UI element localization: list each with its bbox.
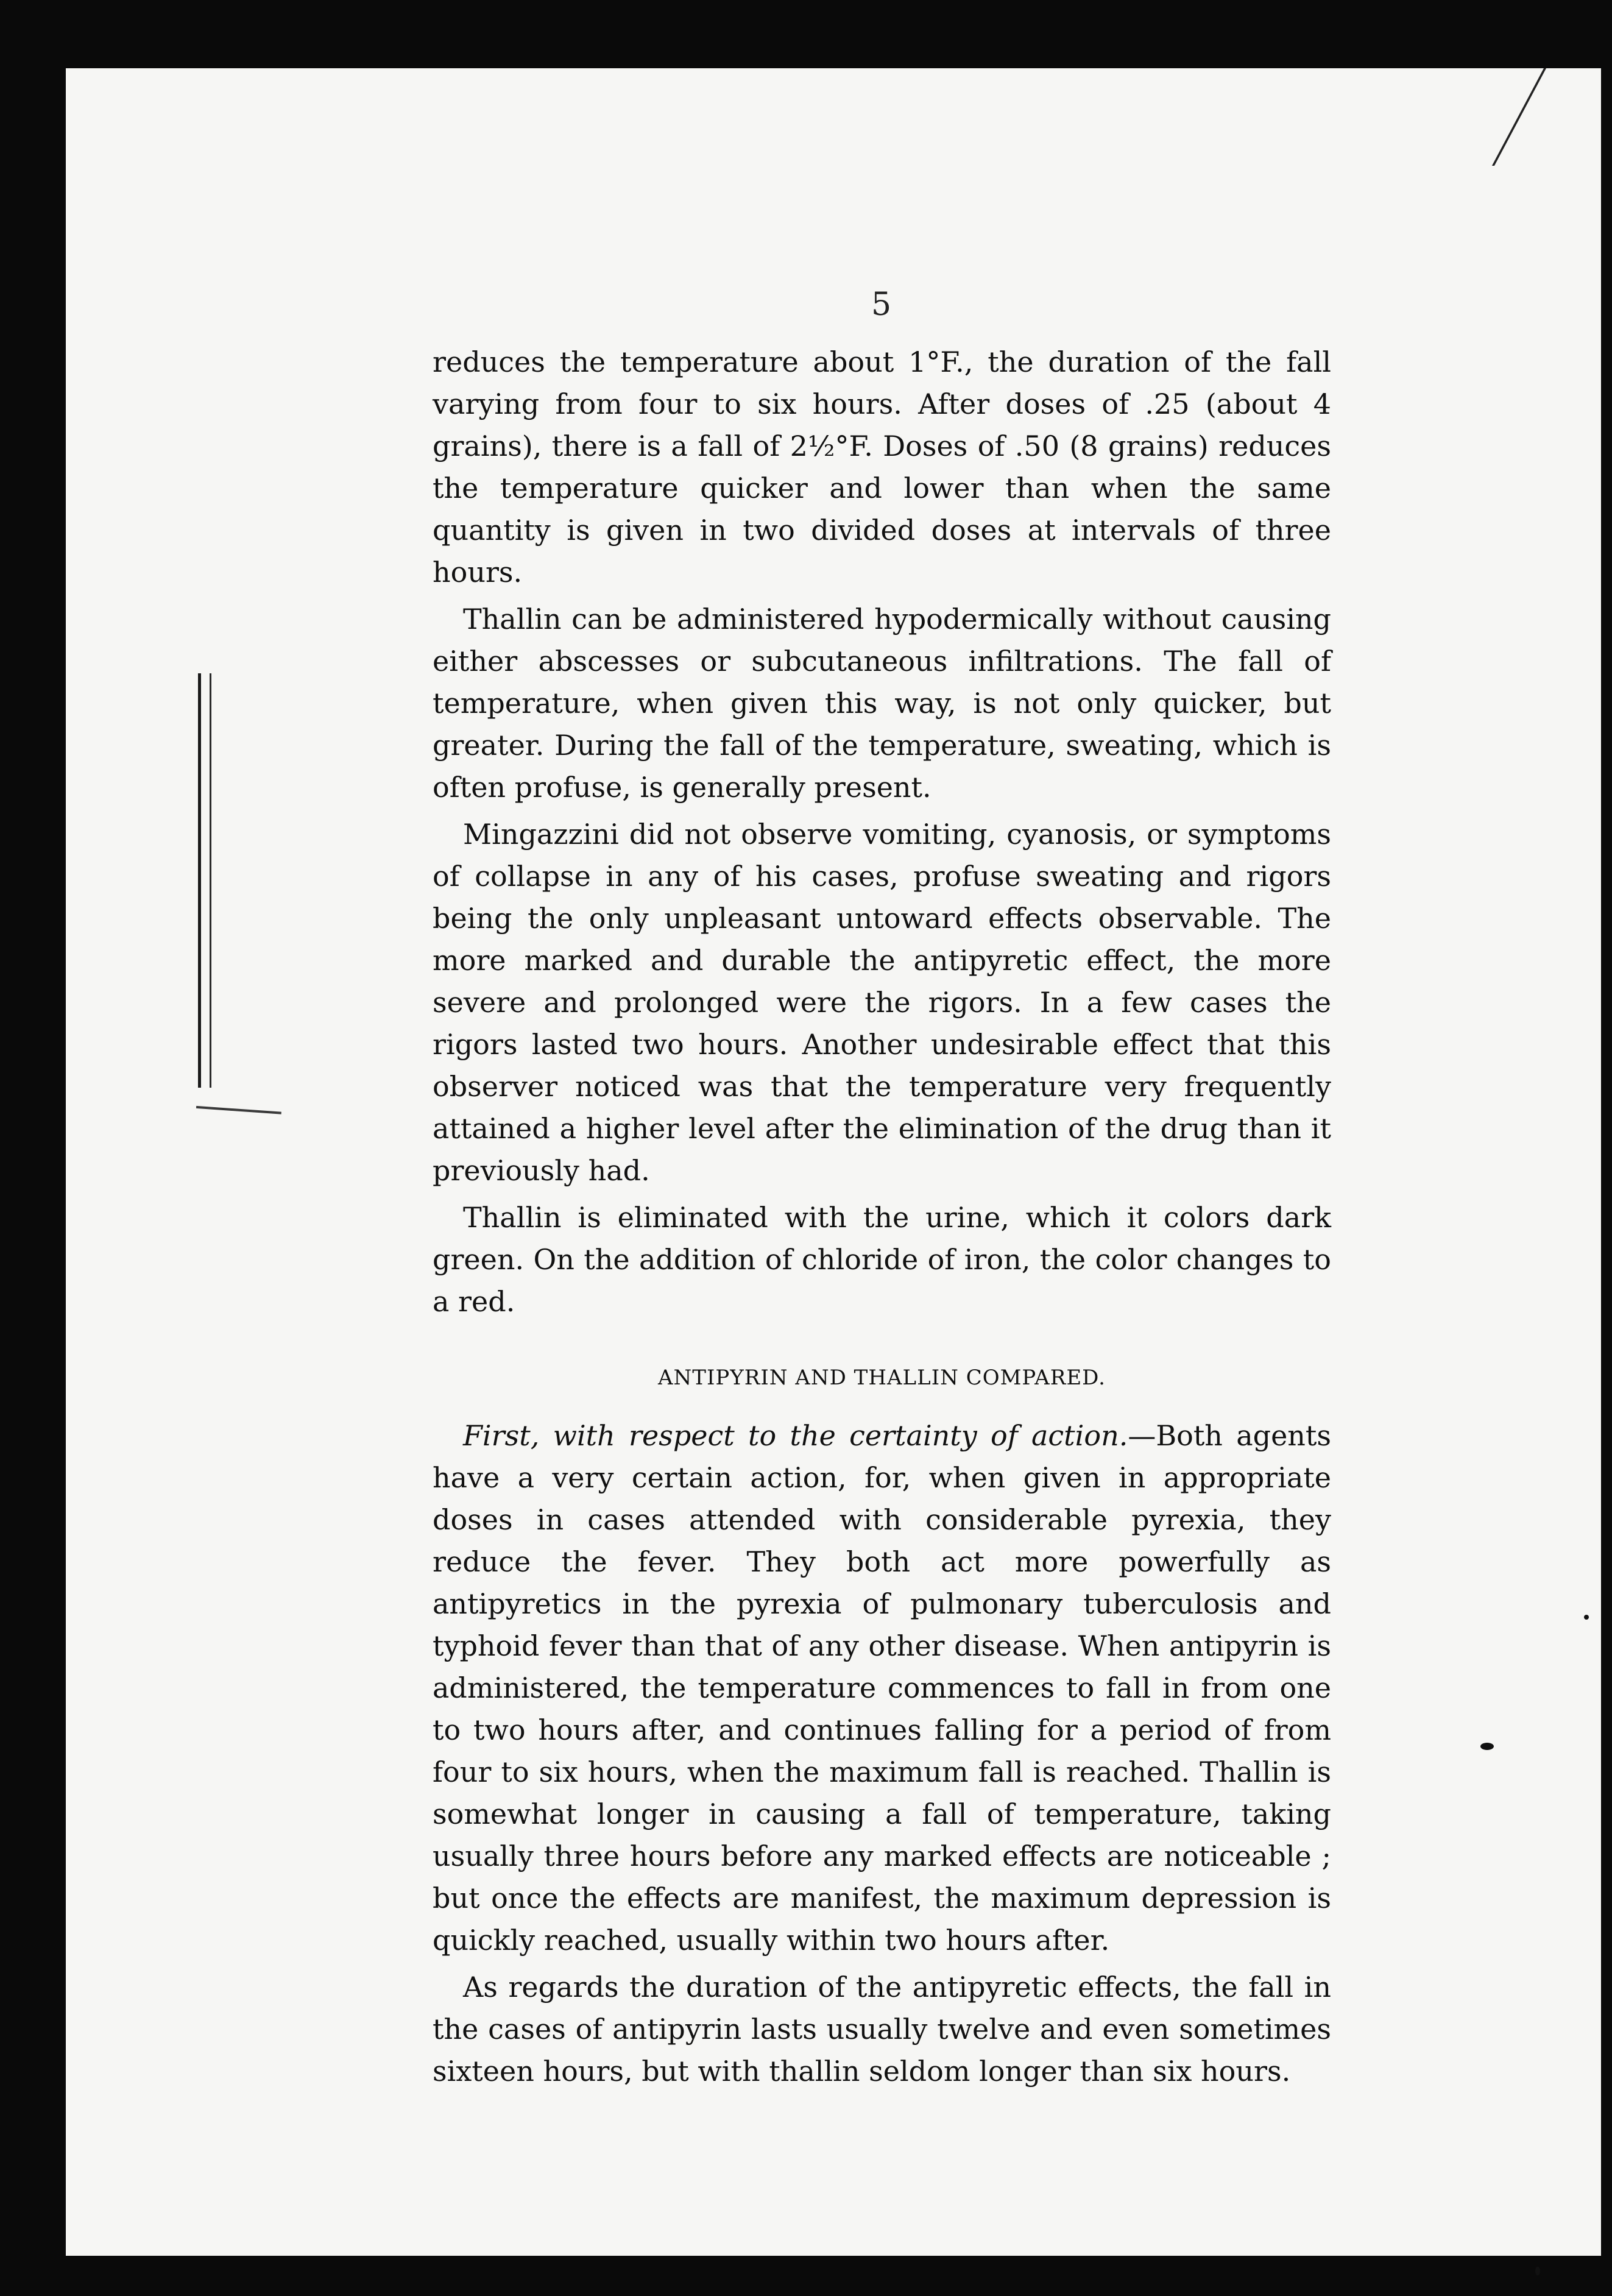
paragraph-body: —Both agents have a very certain action, for, when given in appropriate doses in cases attended with considerable pyrexia, they reduce the fever. They both act more powerfully as antipyretics in the pyrexia of pulmonary tuberculosis and typhoid fever than that of any other disease. When antipyrin is administered, the temperature commences to fall in from one to two hours after, and continues falling for a period of from four to six hours, when the maximum fall is reached. Thallin is somewhat longer in causing a fall of temperature, taking usually three hours before any marked effects are noticeable ; but once the effects are manifest, the maximum depression is quickly reached, usually within two hours after. — [433, 1419, 1332, 1957]
paragraph-lead-italic: First, with respect to the certainty of action. — [463, 1419, 1128, 1452]
ink-speck — [1480, 1743, 1494, 1750]
paragraph: As regards the duration of the antipyretic effects, the fall in the cases of antipyrin lasts usually twelve and even sometimes sixteen hours, but with thallin seldom longer than six hours. — [433, 1971, 1331, 2088]
body-text — [433, 341, 1331, 2097]
paragraph: Thallin can be administered hypodermically without causing either abscesses or subcutaneous infiltrations. The fall of temperature, when given this way, is not only quicker, but greater. During the fall of the temperature, sweating, which is often profuse, is generally present. — [433, 603, 1331, 804]
paragraph: reduces the temperature about 1°F., the duration of the fall varying from four to six hours. After doses of .25 (about 4 grains), there is a fall of 2½°F. Doses of .50 (8 grains) reduces the temperature quicker and lower than when the same quantity is given in two divided doses at intervals of three hours. — [433, 345, 1331, 589]
paragraph: Thallin is eliminated with the urine, which it colors dark green. On the addition of chloride of iron, the color changes to a red. — [433, 1201, 1331, 1318]
section-heading: ANTIPYRIN AND THALLIN COMPARED. — [657, 1366, 1106, 1390]
ink-speck — [1584, 1615, 1589, 1620]
paragraph: Mingazzini did not observe vomiting, cyanosis, or symptoms of collapse in any of his cases, profuse sweating and rigors being the only unpleasant untoward effects observable. The more marked and durable the antipyretic effect, the more severe and prolonged were the rigors. In a few cases the rigors lasted two hours. Another undesirable effect that this observer noticed was that the temperature very frequently attained a higher level after the elimination of the drug than it previously had. — [433, 818, 1331, 1187]
ink-speck — [1535, 2267, 1540, 2275]
page-number: 5 — [871, 286, 892, 323]
binding-gutter-mark — [198, 673, 211, 1088]
paragraph — [433, 1415, 1331, 1961]
